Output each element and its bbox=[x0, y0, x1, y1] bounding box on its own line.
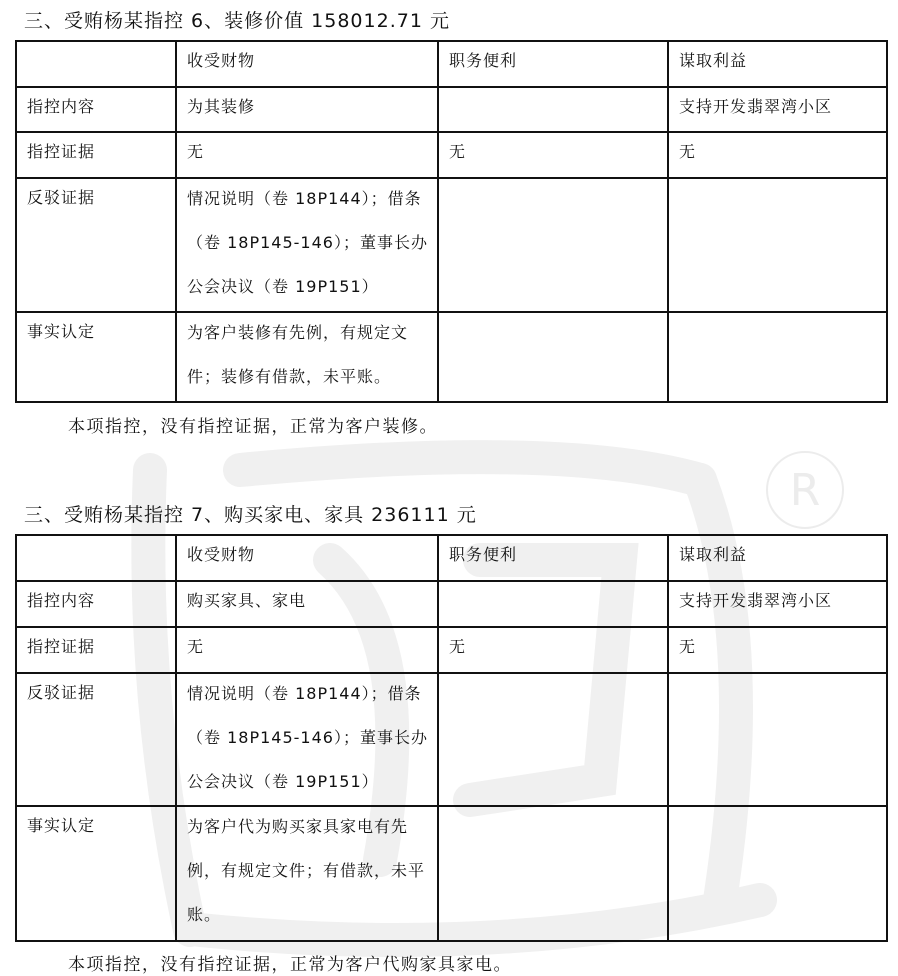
table-cell bbox=[176, 312, 438, 402]
table-row bbox=[16, 627, 887, 673]
charge-table bbox=[15, 40, 888, 403]
section-conclusion: 本项指控，没有指控证据，正常为客户代购家具家电。 bbox=[68, 955, 512, 975]
header-cell: 职务便利 bbox=[438, 41, 668, 87]
header-cell: 职务便利 bbox=[438, 535, 668, 581]
table-cell bbox=[668, 673, 887, 806]
header-cell: 收受财物 bbox=[176, 535, 438, 581]
cell-text: 情况说明（卷 18P144）；借条（卷 18P145-146）；董事长办公会决议（卷 19P151） bbox=[187, 189, 428, 296]
table-cell bbox=[438, 806, 668, 941]
header-cell bbox=[16, 41, 176, 87]
table-cell bbox=[176, 178, 438, 312]
table-cell bbox=[668, 178, 887, 312]
table-header-row bbox=[16, 41, 887, 87]
table-cell: 无 bbox=[668, 627, 887, 673]
cell-text: 为客户代为购买家具家电有先例，有规定文件；有借款，未平账。 bbox=[187, 817, 426, 924]
table-row bbox=[16, 178, 887, 312]
table-cell: 支持开发翡翠湾小区 bbox=[668, 581, 887, 627]
cell-text: 情况说明（卷 18P144）；借条（卷 18P145-146）；董事长办公会决议（卷 19P151） bbox=[187, 684, 428, 791]
header-cell bbox=[16, 535, 176, 581]
header-cell: 收受财物 bbox=[176, 41, 438, 87]
row-label: 指控证据 bbox=[16, 627, 176, 673]
section-conclusion: 本项指控，没有指控证据，正常为客户装修。 bbox=[68, 417, 438, 437]
cell-text: 为客户装修有先例，有规定文件；装修有借款，未平账。 bbox=[187, 323, 409, 386]
table-row bbox=[16, 87, 887, 132]
table-cell bbox=[438, 87, 668, 132]
row-label: 反驳证据 bbox=[16, 178, 176, 312]
table-cell bbox=[176, 673, 438, 806]
row-label: 指控内容 bbox=[16, 581, 176, 627]
table-cell bbox=[668, 806, 887, 941]
row-label: 反驳证据 bbox=[16, 673, 176, 806]
table-cell: 无 bbox=[438, 132, 668, 178]
table-cell: 无 bbox=[668, 132, 887, 178]
section-heading: 三、受贿杨某指控 7、购买家电、家具 236111 元 bbox=[24, 504, 477, 526]
table-cell: 无 bbox=[176, 132, 438, 178]
table-header-row bbox=[16, 535, 887, 581]
header-cell: 谋取利益 bbox=[668, 41, 887, 87]
section-heading: 三、受贿杨某指控 6、装修价值 158012.71 元 bbox=[24, 10, 450, 32]
table-row bbox=[16, 312, 887, 402]
row-label: 事实认定 bbox=[16, 312, 176, 402]
charge-table bbox=[15, 534, 888, 942]
row-label: 指控内容 bbox=[16, 87, 176, 132]
table-row bbox=[16, 673, 887, 806]
table-cell bbox=[438, 673, 668, 806]
row-label: 事实认定 bbox=[16, 806, 176, 941]
table-cell bbox=[176, 806, 438, 941]
header-cell: 谋取利益 bbox=[668, 535, 887, 581]
table-cell: 无 bbox=[176, 627, 438, 673]
table-cell bbox=[438, 581, 668, 627]
table-row bbox=[16, 581, 887, 627]
table-cell: 为其装修 bbox=[176, 87, 438, 132]
table-cell: 无 bbox=[438, 627, 668, 673]
table-cell bbox=[438, 312, 668, 402]
table-cell bbox=[668, 312, 887, 402]
svg-text:R: R bbox=[789, 465, 821, 516]
table-row bbox=[16, 132, 887, 178]
row-label: 指控证据 bbox=[16, 132, 176, 178]
table-cell: 购买家具、家电 bbox=[176, 581, 438, 627]
table-cell: 支持开发翡翠湾小区 bbox=[668, 87, 887, 132]
table-row bbox=[16, 806, 887, 941]
table-cell bbox=[438, 178, 668, 312]
